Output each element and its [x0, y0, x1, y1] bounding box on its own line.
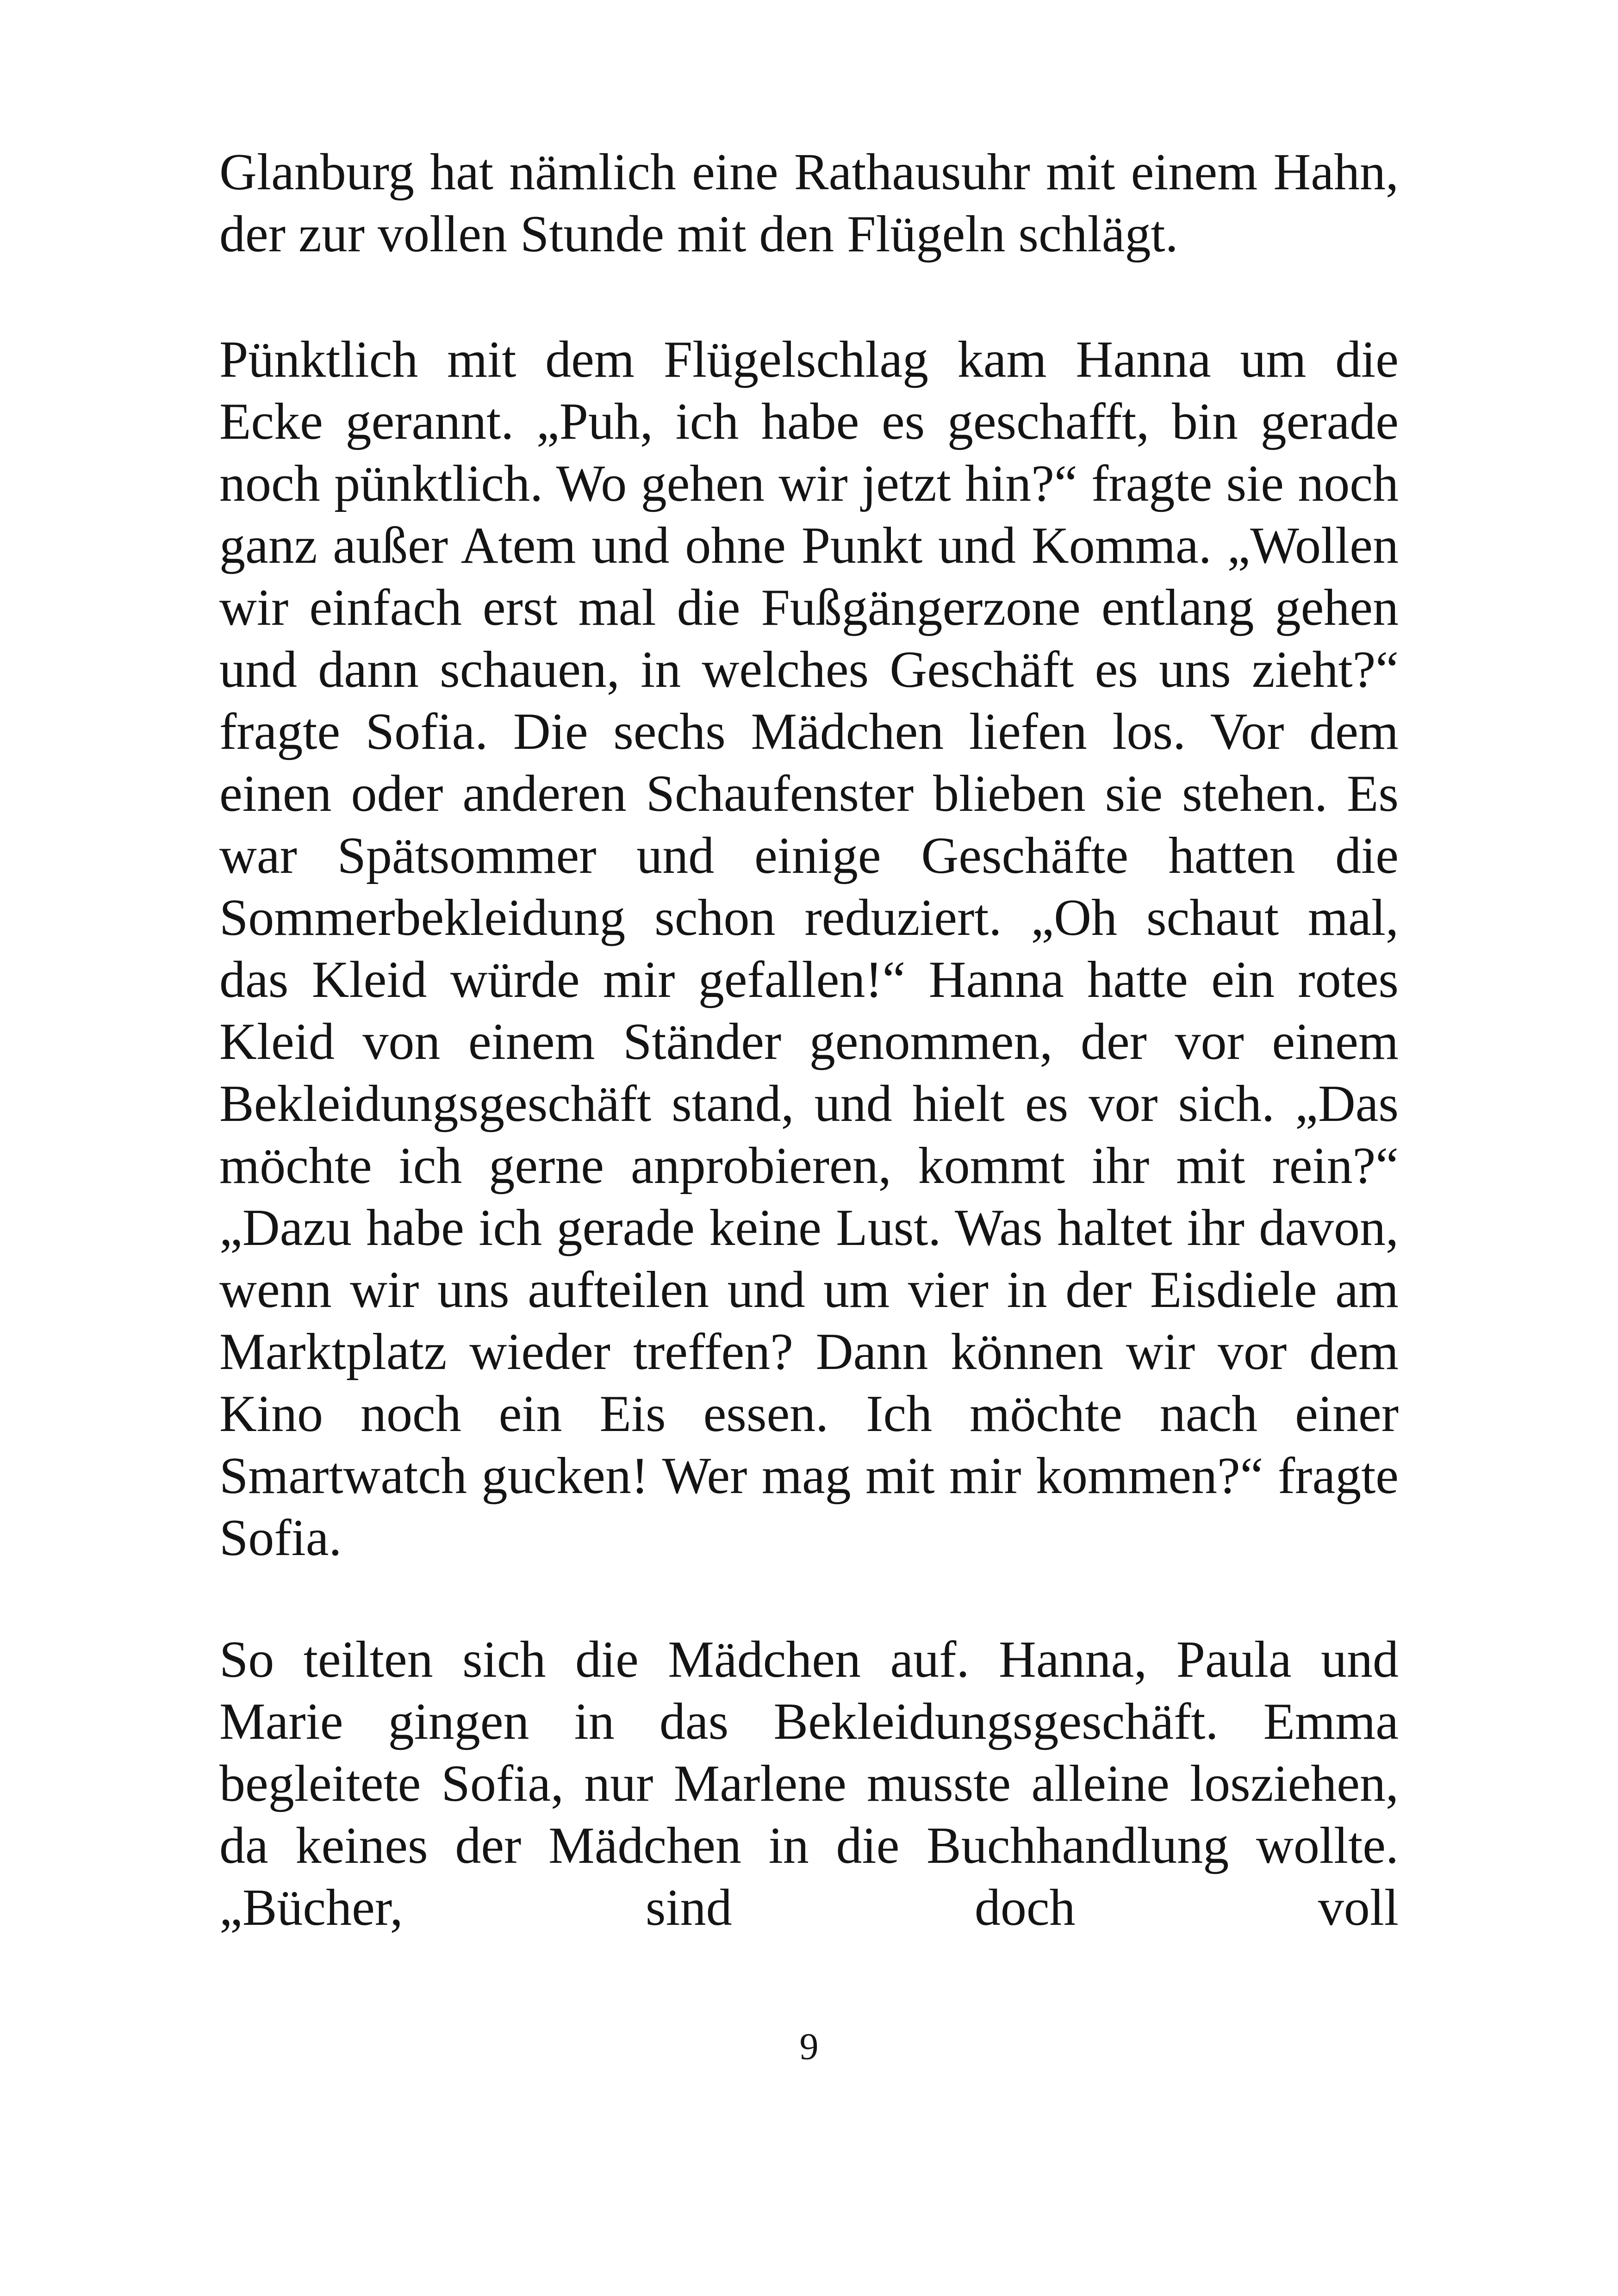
paragraph-1: Glanburg hat nämlich eine Rathausuhr mit einem Hahn, der zur vollen Stunde mit den Flügeln schlägt.	[219, 143, 1399, 263]
paragraph-2: Pünktlich mit dem Flügelschlag kam Hanna um die Ecke gerannt. „Puh, ich habe es geschafft, bin gerade noch pünktlich. Wo gehen wir jetzt hin?“ fragte sie noch ganz außer Atem und ohne Punkt und Komma. „Wollen wir einfach erst mal die Fußgängerzone entlang gehen und dann schauen, in welches Geschäft es uns zieht?“ fragte Sofia. Die sechs Mädchen liefen los. Vor dem einen oder anderen Schaufenster blieben sie stehen. Es war Spätsommer und einige Geschäfte hatten die Sommerbekleidung schon reduziert. „Oh schaut mal, das Kleid würde mir gefallen!“ Hanna hatte ein rotes Kleid von einem Ständer genommen, der vor einem Bekleidungsgeschäft stand, und hielt es vor sich. „Das möchte ich gerne anprobieren, kommt ihr mit rein?“ „Dazu habe ich gerade keine Lust. Was haltet ihr davon, wenn wir uns aufteilen und um vier in der Eisdiele am Marktplatz wieder treffen? Dann können wir vor dem Kino noch ein Eis essen. Ich möchte nach einer Smartwatch gucken! Wer mag mit mir kommen?“ fragte Sofia.	[219, 331, 1399, 1567]
paragraph-3: So teilten sich die Mädchen auf. Hanna, Paula und Marie gingen in das Bekleidungsgeschäft. Emma begleitete Sofia, nur Marlene musste alleine losziehen, da keines der Mädchen in die Buchhandlung wollte. „Bücher, sind doch voll	[219, 1631, 1399, 1936]
page-number: 9	[799, 2025, 819, 2067]
